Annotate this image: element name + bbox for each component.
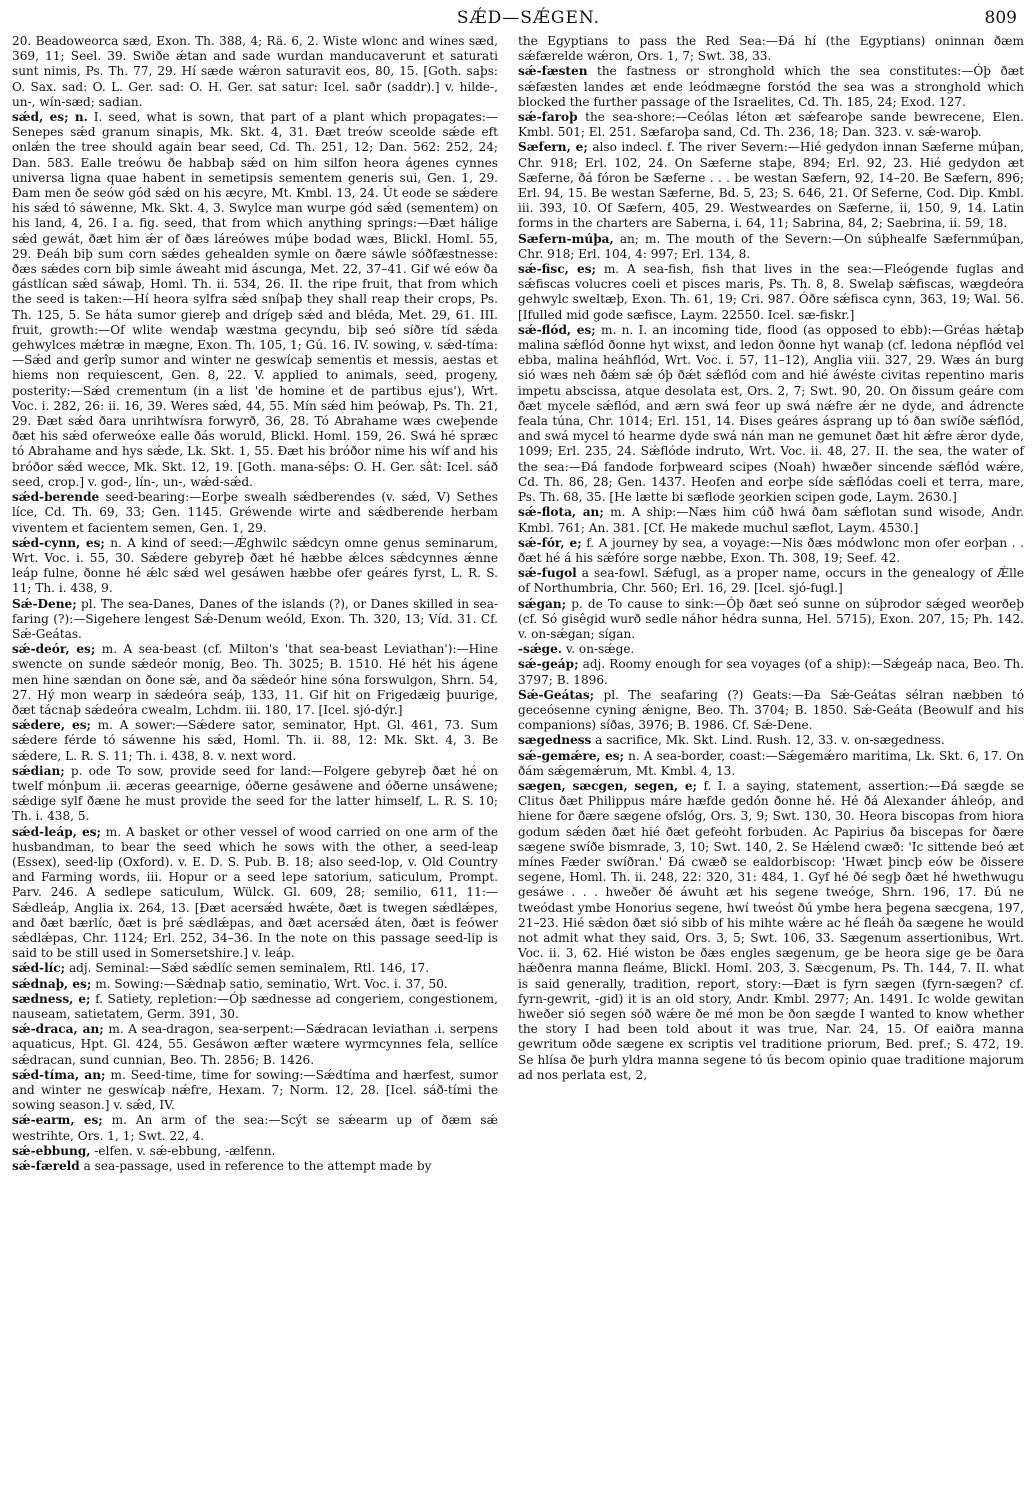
dictionary-entry <box>12 490 498 536</box>
dictionary-entry <box>518 34 1024 64</box>
entry-text: m. n. I. an incoming tide, flood (as opposed to ebb):—Gréas hǽtaþ malina sǽflód ðonne hyt wixst, and ledon ðonne hyt wanaþ (cf. ledona népflód vel ebba, malina heáhflód, Wrt. Voc. i. 57, 11–12), Anglia viii. 327, 29. Wæs án burg sió wæs neh ðǽm sǽ óþ ðǽt sǽflód com and hié áwéste civitas repentino maris impetu abscissa, atque desolata est, Ors. 2, 7; Swt. 90, 20. On ðissum geáre com ðæt mycele sǽflód, and ærn swá feor up swá nǽfre ǽr ne dyde, and ádrencte feala túna, Chr. 1014; Erl. 151, 14. Ðises geáres ásprang up tó ðan swíðe sǽflód, and swá mycel tó hearme dyde swá nán man ne gemunet ðæt hit ǽfre ǽror dyde, 1099; Erl. 235, 24. Sǽflóde indruto, Wrt. Voc. ii. 48, 27. II. the sea, the water of the sea:—Ðá fandode forþweard scipes (Noah) hwæðer sincende sǽflód wǽre, Cd. Th. 86, 28; Gen. 1437. Heofen and eorþe síde sǽflódas coeli et terra, mare, Ps. Th. 68, 35. [He lætte bi sæflode ȝeorkien scipen gode, Laym. 2630.] <box>518 322 1024 505</box>
entry-text: p. de To cause to sink:—Óþ ðæt seó sunne on súþrodor sǽged weorðeþ (cf. Só gisêgid wurð sedle náhor hédra sunna, Hel. 5715), Exon. 207, 15; Ph. 142. v. on-sǽgan; sígan. <box>518 596 1024 641</box>
headword: Sæfern-múþa, <box>518 231 614 246</box>
headword: sǽd-líc; <box>12 961 66 976</box>
entry-text: f. A journey by sea, a voyage:—Nis ðæs módwlonc mon ofer eorþan . . ðæt hé á his sǽfóre sorge næbbe, Exon. Th. 308, 19; Seef. 42. <box>518 535 1024 565</box>
headword: sǽd, es; n. <box>12 110 88 125</box>
entry-text: also indecl. f. The river Severn:—Hié gedydon innan Sæferne múþan, Chr. 918; Erl. 102, 24. On Sæferne staþe, 894; Erl. 92, 23. Hié gedydon æt Sæferne, ðá fóron be Sæferne . . . be westan Sæfern, 92, 14–20. Be Sæfern, 896; Erl. 94, 15. Be westan Sæferne, Bd. 5, 23; S. 646, 21. Of Seferne, Cod. Dip. Kmbl. iii. 393, 10. Of Sæfern, 405, 29. Westweardes on Sæferne, ii, 150, 9, 14. Latin forms in the charters are Saberna, i. 64, 11; Sabrina, 84, 2; Saebrina, ii. 59, 18. <box>518 140 1024 231</box>
headword: sǽ-gemǽre, es; <box>518 748 625 763</box>
entry-text: I. seed, what is sown, that part of a plant which propagates:—Senepes sǽd granum sinapis, Mk. Skt. 4, 31. Ðæt treów sceolde sǽde eft onlǽn the tree should again bear seed, Cd. Th. 251, 12; Dan. 562: 252, 24; Dan. 583. Ealle treówu ðe habbaþ sǽd on him silfon heora ágenes cynnes universa ligna quae habent in semetipsis sementem generis sui, Gen. 1, 29. Ðam men ðe seów gód sǽd on his æcyre, Mt. Kmbl. 13, 24. Út eode se sǽdere his sǽd tó sáwenne, Mk. Skt. 4, 3. Swylce man wurpe gód sǽd (sementem) on his land, 4, 26. I a. fig. seed, that from which anything springs:—Ðæt hálige sǽd gewát, ðæt him ǽr of ðæs láreówes múþe bodad wæs, Blickl. Homl. 55, 29. Ðeáh biþ sum corn sǽdes gehealden symle on ðære sáwle sóðfæstnesse: ðæs sǽdes corn biþ simle áweaht mid áscunga, Met. 22, 37–41. Gif wé eów ða gástlícan sǽd sáwaþ, Homl. Th. ii. 534, 26. II. the ripe fruit, that from which the seed is taken:—Hí heora sylfra sǽd sníþaþ they shall reap their crops, Ps. Th. 125, 5. Se háta sumor giereþ and drígeþ sǽd and bléda, Met. 29, 61. III. fruit, growth:—Of wlite wendaþ wæstma gecyndu, biþ seó síðre tíd sǽda gehwylces mǽtræ in mægne, Exon. Th. 105, 1; Gú. 16. IV. sowing, v. sǽd-tíma:—Sǽd and gerîp sumor and winter ne geswícaþ sementis et messis, aestas et hiems non requiescent, Gen. 8, 22. V. applied to animals, seed, progeny, posterity:—Sǽd crementum (in a list 'de homine et de partibus ejus'), Wrt. Voc. i. 282, 26: ii. 16, 39. Weres sǽd, 44, 55. Mín sǽd him þeówaþ, Ps. Th. 21, 29. Ðæt sǽd ðara unrihtwísra forwyrð, 36, 28. Tó Abrahame wæs cweþende ðæt his sǽd oferweóxe ealle ðás woruld, Blickl. Homl. 159, 26. Swá hé spræc tó Abrahame and hys sǽde, Lk. Skt. 1, 55. Ðæt his bróðor nime his wíf and his bróðor sǽd wecce, Mk. Skt. 12, 19. [Goth. mana-séþs: O. H. Ger. sât: Icel. sáð seed, crop.] v. god-, lín-, un-, wǽd-sǽd. <box>12 110 498 489</box>
headword: sǽdnaþ, es; <box>12 976 92 991</box>
headword: sǽ-flód, es; <box>518 322 596 337</box>
dictionary-entry <box>518 505 1024 535</box>
dictionary-entry <box>518 536 1024 566</box>
entry-text: adj. Roomy enough for sea voyages (of a ship):—Sǽgeáp naca, Beo. Th. 3797; B. 1896. <box>518 657 1024 687</box>
dictionary-entry <box>12 764 498 825</box>
entry-text: a sea-fowl. Sǽfugl, as a proper name, occurs in the genealogy of Ǽlle of Northumbria, Chr. 560; Erl. 16, 29. [Icel. sjó-fugl.] <box>518 566 1024 596</box>
headword: sǽ-faroþ <box>518 110 578 125</box>
headword: sǽd-berende <box>12 490 100 505</box>
headword: Sæfern, e; <box>518 140 588 155</box>
headword: sǽ-deór, es; <box>12 642 96 657</box>
entry-text: m. An arm of the sea:—Scýt se sǽearm up of ðæm sǽ westrihte, Ors. 1, 1; Swt. 22, 4. <box>12 1113 498 1143</box>
entry-text: f. I. a saying, statement, assertion:—Ðá sægde se Clitus ðæt Philippus máre hæfde gedón ðonne hé. Hé ðá Alexander áhleóp, and hiene for ðære sægene ofslóg, Ors. 3, 9; Swt. 130, 30. Heora biscopas from hiora godum sǽden ðæt hié ðæt gefeoht forbuden. Ac Papirius ða biscepas for ðære sægene swíðe bismrade, 3, 10; Swt. 140, 2. Se Hǽlend cwæð: 'Ic sittende beó æt mínes Fæder swíðran.' Ðá cwæð se ealdorbiscop: 'Hwæt þincþ eów be ðissere segene, Homl. Th. ii. 248, 22: 320, 31: 484, 1. Gyf hé ðé segþ ðæt hé hwethwugu gesáwe . . . hweðer ðé áwuht æt his segene tweóge, Shrn. 196, 17. Ðú ne tweódast ymbe Honorius segene, hwí tweóst ðú ymbe hera þegena sæcgena, 197, 21–23. Hié sǽdon ðæt sió sibb of his mihte wǽre ac hé fleáh ða sægene he would not admit what they said, Ors. 3, 5; Swt. 106, 33. Sægenum assertionibus, Wrt. Voc. ii. 3, 62. Hié wiston be ðæs engles sægenum, ge be heora sige ge be ðara hǽðenra manna fleáme, Blickl. Homl. 203, 3. Sæcgenum, Ps. Th. 144, 7. II. what is said generally, tradition, report, story:—Ðæt is fyrn sægen (fyrn-sægen? cf. fyrn-gewrit, -gid) it is an old story, Andr. Kmbl. 2977; An. 1491. Ic wolde gewitan hweðer sió segen sóð wǽre ðe mé mon be ðon sægde I wanted to know whether the story I had been told about it was true, Nar. 24, 15. Of eaiðra manna gewritum oðde sægene ex scriptis vel traditione priorum, Bed. pref.; S. 472, 19. Se hlísa ðe þurh yldra manna segene tó ús becom opinio quae traditione majorum ad nos perlata est, 2, <box>518 778 1024 1082</box>
headword: sǽdian; <box>12 763 65 778</box>
dictionary-entry <box>12 1144 498 1159</box>
column-divider <box>502 34 503 1454</box>
entry-text: a sea-passage, used in reference to the attempt made by <box>83 1159 432 1174</box>
dictionary-entry <box>12 597 498 643</box>
dictionary-entry <box>12 110 498 490</box>
entry-text: m. Seed-time, time for sowing:—Sǽdtíma and hærfest, sumor and winter ne geswícaþ nǽfre, Hexam. 7; Norm. 12, 28. [Icel. sáð-tími the sowing season.] v. sǽd, IV. <box>12 1067 498 1113</box>
dictionary-entry <box>12 536 498 597</box>
headword: sǽ-fæsten <box>518 64 588 79</box>
entry-text: m. A sea-dragon, sea-serpent:—Sǽdracan leviathan .i. serpens aquaticus, Hpt. Gl. 424, 55. Gesáwon æfter wætere wyrmcynnes fela, sellíce sǽdracan, sund cunnian, Beo. Th. 2856; B. 1426. <box>12 1022 498 1067</box>
entry-text: 20. Beadoweorca sæd, Exon. Th. 388, 4; Rä. 6, 2. Wiste wlonc and wines sæd, 369, 11; Seel. 39. Swiðe ǽtan and sade wurdan manducaverunt et saturati sunt nimis, Ps. Th. 77, 29. Hí sæde wǽron saturavit eos, 80, 15. [Goth. saþs: O. Sax. sad: O. L. Ger. sad: O. H. Ger. sat satur: Icel. saðr (saddr).] v. hilde-, un-, wín-sæd; sadian. <box>12 34 498 109</box>
entry-text: f. Satiety, repletion:—Óþ sædnesse ad congeriem, congestionem, nauseam, satietatem, Germ. 391, 30. <box>12 991 498 1021</box>
entry-text: p. ode To sow, provide seed for land:—Folgere gebyreþ ðæt hé on twelf mónþum .ii. æceras geearnige, óðerne gesáwene and óðerne unsáwene; sǽdige sylf ðæne he must provide the seed for the latter himself, L. R. S. 10; Th. i. 438, 5. <box>12 763 498 824</box>
dictionary-entry <box>518 64 1024 110</box>
headword: sǽ-ebbung, <box>12 1143 91 1158</box>
entry-text: m. A sower:—Sǽdere sator, seminator, Hpt. Gl. 461, 73. Sum sǽdere férde tó sáwenne his sǽd, Homl. Th. ii. 88, 12: Mk. Skt. 4, 3. Be sǽdere, L. R. S. 11; Th. i. 438, 8. v. next word. <box>12 718 498 763</box>
entry-text: m. Sowing:—Sǽdnaþ satio, seminatio, Wrt. Voc. i. 37, 50. <box>95 976 448 991</box>
dictionary-entry <box>518 140 1024 231</box>
headword: sǽd-tíma, an; <box>12 1067 106 1082</box>
dictionary-entry <box>518 688 1024 734</box>
entry-text: pl. The seafaring (?) Geats:—Ða Sǽ-Geátas sélran næbben tó geceósenne cyning ǽnigne, Beo. Th. 3704; B. 1850. Sǽ-Geáta (Beowulf and his companions) síðas, 3976; B. 1986. Cf. Sǽ-Dene. <box>518 687 1024 733</box>
left-column <box>12 34 498 1174</box>
headword: sǽ-fugol <box>518 566 577 581</box>
running-title: SǼD—SǼGEN. <box>456 8 601 28</box>
dictionary-entry <box>12 1068 498 1114</box>
headword: sǽd-cynn, es; <box>12 535 105 550</box>
headword: sǽ-fór, e; <box>518 535 582 550</box>
dictionary-entry <box>12 1113 498 1143</box>
entry-text: n. A sea-border, coast:—Sǽgemǽro maritima, Lk. Skt. 6, 17. On ðám sǽgemǽrum, Mt. Kmbl. 4, 13. <box>518 748 1024 778</box>
dictionary-entry <box>12 1022 498 1068</box>
entry-text: an; m. The mouth of the Severn:—On súþhealfe Sæfernmúþan, Chr. 918; Erl. 104, 4: 997; Erl. 134, 8. <box>518 231 1024 261</box>
dictionary-entry <box>518 232 1024 262</box>
entry-text: a sacrifice, Mk. Skt. Lind. Rush. 12, 33. v. on-sægedness. <box>595 733 945 748</box>
headword: -sǽge. <box>518 642 562 657</box>
headword: sǽdere, es; <box>12 718 92 733</box>
dictionary-entry <box>518 749 1024 779</box>
dictionary-entry <box>518 262 1024 323</box>
headword: sǽgan; <box>518 596 567 611</box>
running-header <box>40 6 1017 30</box>
dictionary-entry <box>518 657 1024 687</box>
headword: Sǽ-Geátas; <box>518 687 595 702</box>
dictionary-entry <box>518 642 1024 657</box>
dictionary-entry <box>12 1159 498 1174</box>
headword: sǽ-færeld <box>12 1159 80 1174</box>
dictionary-entry <box>12 718 498 764</box>
dictionary-entry <box>518 110 1024 140</box>
headword: sǽ-flota, an; <box>518 505 604 520</box>
entry-text: m. A basket or other vessel of wood carried on one arm of the husbandman, to bear the seed which he sows with the other, a seed-leap (Essex), seed-lip (Oxford). v. E. D. S. Pub. B. 18; also seed-lop, v. Old Country and Farming words, iii. Hopur or a seed lepe satorium, saticulum, Prompt. Parv. 246. A sedlepe saticulum, Wülck. Gl. 609, 28; semilio, 611, 11:—Sǽdleáp, Anglia ix. 264, 13. [Ðæt acersǽd hwǽte, ðæt is twegen sǽdlǽpes, and ðæt bærlíc, ðæt is þré sǽdlǽpas, and ðæt acersǽd áten, ðæt is feówer sǽdlǽpas, Chr. 1124; Erl. 252, 34–36. In the note on this passage seed-lip is said to be still used in Somersetshire.] v. leáp. <box>12 824 498 961</box>
entry-text: seed-bearing:—Eorþe swealh sǽdberendes (v. sǽd, V) Sethes líce, Cd. Th. 69, 33; Gen. 1145. Gréwende wirte and sǽdberende herbam viventem et facientem semen, Gen. 1, 29. <box>12 490 498 535</box>
dictionary-entry <box>12 992 498 1022</box>
dictionary-entry <box>518 779 1024 1083</box>
headword: sægen, sæcgen, segen, e; <box>518 778 698 793</box>
entry-text: m. A sea-beast (cf. Milton's 'that sea-beast Leviathan'):—Hine swencte on sunde sǽdeór monig, Beo. Th. 3025; B. 1510. Hé hét his ágene men hine sændan on ðone sǽ, and ða sǽdeór hine sóna forswulgon, Shrn. 54, 27. Hý mon wearp in sǽdeóra seáþ, 133, 11. Gif hit on Frigedæig þuurige, ðæt tácnaþ sǽdeóra cwealm, Lchdm. iii. 180, 17. [Icel. sjó-dýr.] <box>12 642 498 717</box>
entry-text: the Egyptians to pass the Red Sea:—Ðá hí (the Egyptians) oninnan ðæm sǽfærelde wǽron, Ors. 1, 7; Swt. 38, 33. <box>518 34 1024 64</box>
entry-text: adj. Seminal:—Sǽd sǽdlíc semen seminalem, Rtl. 146, 17. <box>68 961 430 976</box>
entry-text: v. on-sǽge. <box>565 642 635 657</box>
entry-text: m. A ship:—Næs him cúð hwá ðam sǽflotan sund wisode, Andr. Kmbl. 761; An. 381. [Cf. He makede muchul sæflot, Laym. 4530.] <box>518 505 1024 535</box>
headword: sǽ-fisc, es; <box>518 262 596 277</box>
headword: sægedness <box>518 733 592 748</box>
headword: sǽ-earm, es; <box>12 1113 103 1128</box>
entry-text: the fastness or stronghold which the sea constitutes:—Óþ ðæt sǽfæsten landes æt ende leódmægne forstód the sea was a stronghold which blocked the further passage of the Israelites, Cd. Th. 185, 24; Exod. 127. <box>518 64 1024 109</box>
right-column <box>518 34 1024 1083</box>
entry-text: -elfen. v. sǽ-ebbung, -ælfenn. <box>94 1143 276 1158</box>
dictionary-entry <box>12 825 498 962</box>
page-number: 809 <box>984 8 1017 28</box>
headword: sædness, e; <box>12 991 91 1006</box>
entry-text: n. A kind of seed:—Ǽghwilc sǽdcyn omne genus seminarum, Wrt. Voc. i. 55, 30. Sǽdere gebyreþ ðæt hé hæbbe ǽlces sǽdcynnes ǽnne leáp fulne, ðonne hé ǽlc sǽd wel gesáwen hæbbe ofer geáres fyrst, L. R. S. 11; Th. i. 438, 9. <box>12 535 498 596</box>
headword: sǽ-geáp; <box>518 657 579 672</box>
dictionary-entry <box>518 566 1024 596</box>
dictionary-entry <box>12 34 498 110</box>
headword: sǽd-leáp, es; <box>12 824 101 839</box>
dictionary-entry <box>12 977 498 992</box>
dictionary-entry <box>12 961 498 976</box>
entry-text: m. A sea-fish, fish that lives in the sea:—Fleógende fuglas and sǽfiscas volucres coeli et pisces maris, Ps. Th. 8, 8. Swelaþ sǽfiscas, wægdeóra gehwylc sweltæþ, Exon. Th. 61, 19; Cri. 987. Óðre sǽfisca cynn, 363, 19; Wal. 56. [Ifulled mid gode sæfisce, Laym. 22550. Icel. sæ-fiskr.] <box>518 262 1024 322</box>
dictionary-entry <box>518 597 1024 643</box>
dictionary-entry <box>518 733 1024 748</box>
entry-text: the sea-shore:—Ceólas léton æt sǽfearoþe sande bewrecene, Elen. Kmbl. 501; El. 251. Sæfaroþa sand, Cd. Th. 236, 18; Dan. 323. v. sǽ-waroþ. <box>518 110 1024 140</box>
headword: Sǽ-Dene; <box>12 596 77 611</box>
dictionary-entry <box>518 323 1024 505</box>
entry-text: pl. The sea-Danes, Danes of the islands (?), or Danes skilled in sea-faring (?):—Sigehere lengest Sǽ-Denum weóld, Exon. Th. 320, 13; Víd. 31. Cf. Sǽ-Geátas. <box>12 596 498 641</box>
headword: sǽ-draca, an; <box>12 1022 104 1037</box>
dictionary-entry <box>12 642 498 718</box>
